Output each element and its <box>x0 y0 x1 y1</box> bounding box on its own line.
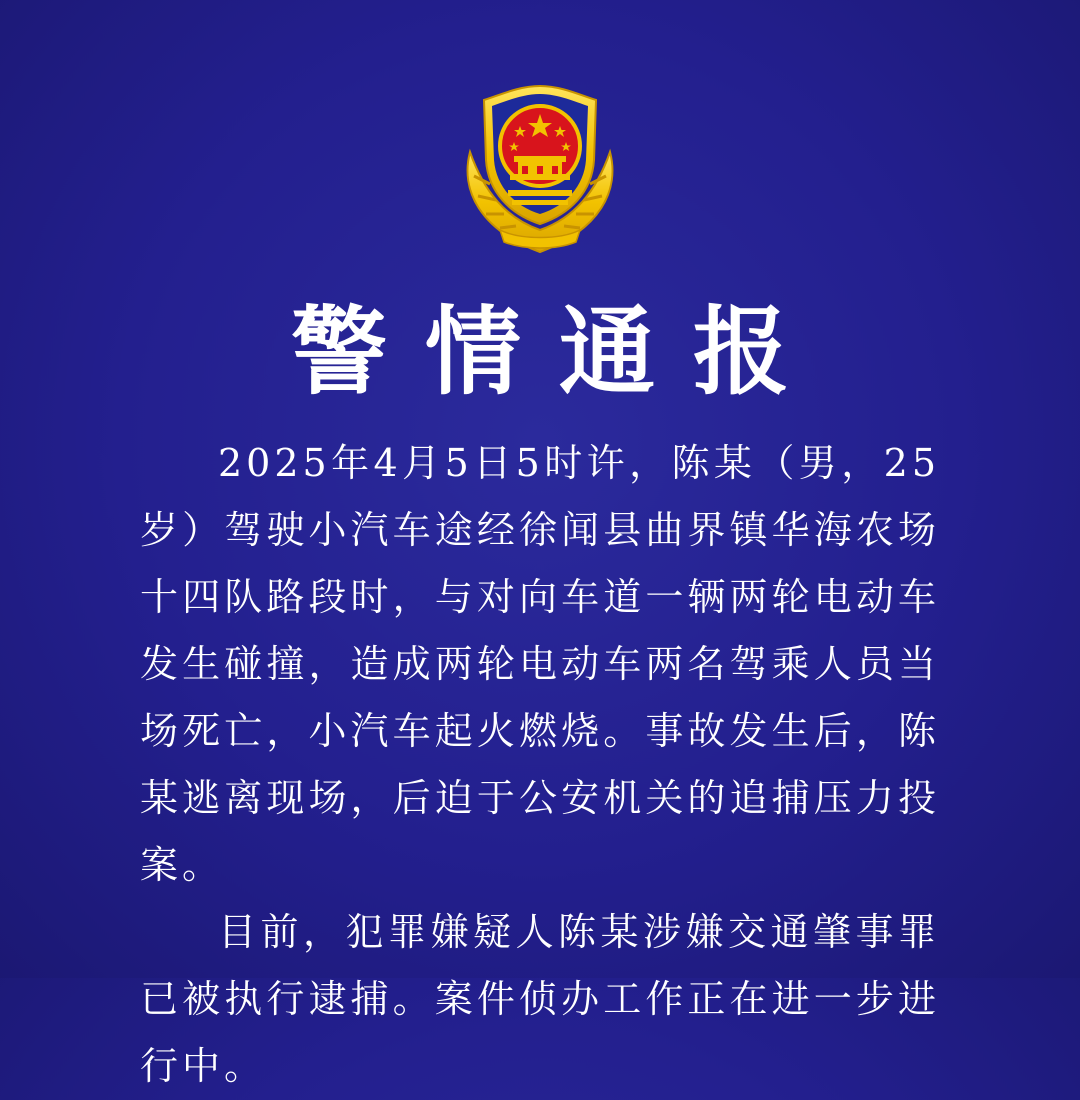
police-emblem-icon <box>456 80 624 256</box>
notice-paragraph-status: 目前，犯罪嫌疑人陈某涉嫌交通肇事罪已被执行逮捕。案件侦办工作正在进一步进行中。 <box>140 910 940 1088</box>
notice-paragraph-incident: 2025年4月5日5时许，陈某（男，25岁）驾驶小汽车途经徐闻县曲界镇华海农场十四队路段时，与对向车道一辆两轮电动车发生碰撞，造成两轮电动车两名驾乘人员当场死亡，小汽车起火燃烧。事故发生后，陈某逃离现场，后迫于公安机关的追捕压力投案。 <box>140 441 940 887</box>
notice-body <box>140 430 940 1100</box>
page-title: 警情通报 <box>291 296 827 408</box>
